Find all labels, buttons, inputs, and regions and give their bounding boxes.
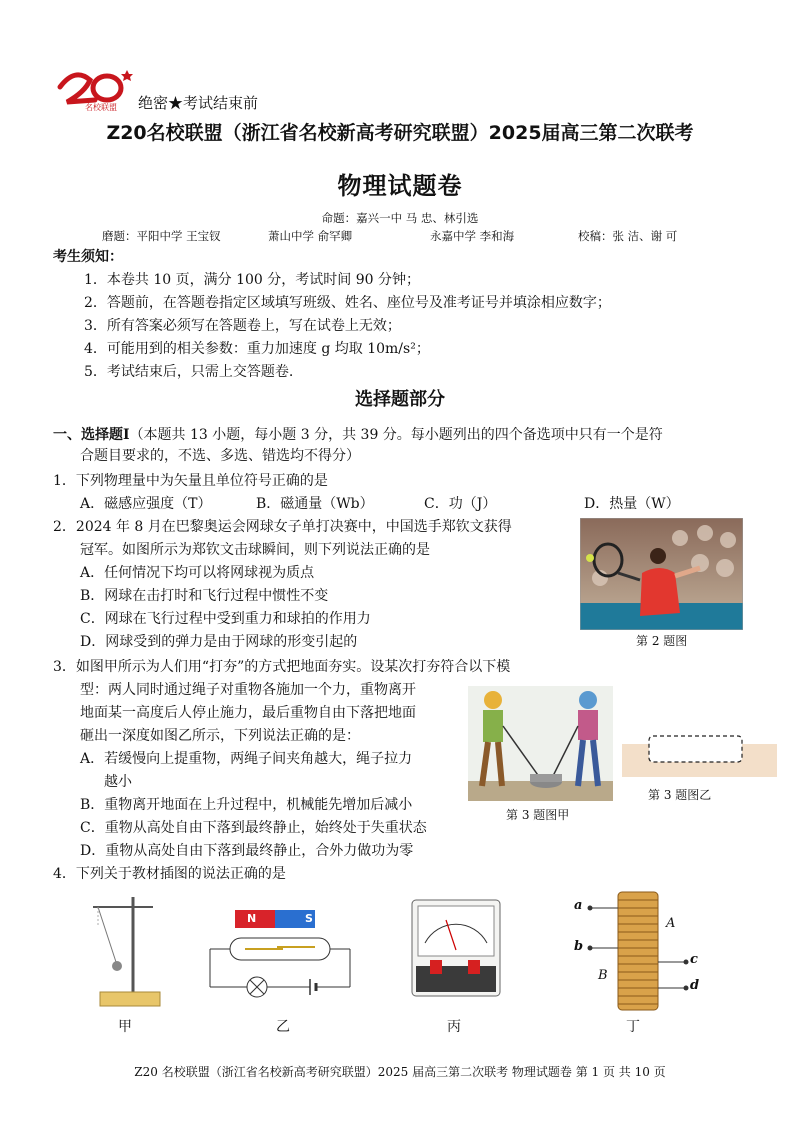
- tamping-people-icon: [468, 686, 613, 801]
- paper-title: 物理试题卷: [337, 172, 463, 200]
- pendulum-icon: [88, 892, 178, 1012]
- q3-option-b: B．重物离开地面在上升过程中，机械能先增加后减小: [80, 797, 413, 813]
- q1-option-a: A．磁感应强度（T）: [80, 496, 212, 512]
- notice-item: 3．所有答案必须写在答题卷上，写在试卷上无效；: [84, 318, 401, 334]
- q4-label-ding: 丁: [626, 1019, 640, 1035]
- q3-caption-b: 第 3 题图乙: [648, 788, 712, 802]
- notice-heading: 考生须知：: [53, 249, 123, 265]
- q3-figure-a: [468, 686, 613, 801]
- q3-option-c: C．重物从高处自由下落到最终静止，始终处于失重状态: [80, 820, 427, 836]
- q3-stem-line3: 地面某一高度后人停止施力，最后重物自由下落把地面: [80, 705, 416, 721]
- coil-label-b: b: [574, 939, 584, 954]
- q2-stem-line1: 2．2024 年 8 月在巴黎奥运会网球女子单打决赛中，中国选手郑钦文获得: [53, 519, 512, 535]
- q3-figure-b: [622, 722, 777, 777]
- q2-option-b: B．网球在击打时和飞行过程中惯性不变: [80, 588, 329, 604]
- q3-stem-line4: 砸出一深度如图乙所示，下列说法正确的是：: [80, 728, 360, 744]
- coil-label-d: d: [690, 978, 700, 993]
- notice-item: 4．可能用到的相关参数：重力加速度 g 均取 10m/s²；: [84, 341, 430, 357]
- q3-stem-line1: 3．如图甲所示为人们用“打夯”的方式把地面夯实。设某次打夯符合以下模: [53, 659, 511, 675]
- magnet-n-label: N: [247, 912, 257, 925]
- tennis-player-photo-icon: [580, 518, 743, 630]
- magnet-s-label: S: [305, 912, 313, 925]
- part1-desc: [53, 425, 663, 445]
- coil-label-A: A: [666, 916, 676, 931]
- q4-figure-jia: [88, 892, 178, 1012]
- q3-option-d: D．重物从高处自由下落到最终静止，合外力做功为零: [80, 843, 414, 859]
- q4-figure-ding: [568, 890, 708, 1015]
- q2-option-a: A．任何情况下均可以将网球视为质点: [80, 565, 315, 581]
- logo-caption: 名校联盟: [85, 103, 117, 112]
- q4-stem: 4．下列关于教材插图的说法正确的是: [53, 866, 286, 882]
- q4-figure-bing: [410, 898, 502, 998]
- q2-photo: [580, 518, 743, 630]
- q2-caption: 第 2 题图: [636, 634, 688, 648]
- q2-option-c: C．网球在飞行过程中受到重力和球拍的作用力: [80, 611, 371, 627]
- part1-desc-line2: 合题目要求的，不选、多选、错选均不得分）: [80, 448, 360, 464]
- setters-line: 命题：嘉兴一中 马 忠、林引选: [321, 211, 479, 225]
- q1-option-b: B．磁通量（Wb）: [256, 496, 374, 512]
- reed-switch-circuit-icon: [205, 905, 355, 1005]
- q1-option-d: D．热量（W）: [584, 496, 680, 512]
- coil-label-a: a: [574, 898, 583, 913]
- q4-label-jia: 甲: [118, 1019, 132, 1035]
- notice-item: 2．答题前，在答题卷指定区域填写班级、姓名、座位号及准考证号并填涂相应数字；: [84, 295, 611, 311]
- reviewer-2: 萧山中学 俞罕卿: [268, 229, 353, 243]
- ground-pit-icon: [622, 722, 777, 777]
- coil-label-B: B: [598, 968, 608, 983]
- exam-title: Z20名校联盟（浙江省名校新高考研究联盟）2025届高三第二次联考: [106, 122, 694, 144]
- q3-option-a-line2: 越小: [104, 774, 132, 790]
- transformer-coil-icon: [568, 890, 708, 1015]
- notice-item: 1．本卷共 10 页，满分 100 分，考试时间 90 分钟；: [84, 272, 420, 288]
- q2-stem-line2: 冠军。如图所示为郑钦文击球瞬间，则下列说法正确的是: [80, 542, 430, 558]
- q4-figure-yi: [205, 905, 355, 1005]
- part1-heading: 一、选择题Ⅰ: [53, 427, 130, 443]
- q3-caption-a: 第 3 题图甲: [506, 808, 570, 822]
- reviewer-3: 永嘉中学 李和海: [430, 229, 515, 243]
- galvanometer-icon: [410, 898, 502, 998]
- q1-stem: 1．下列物理量中为矢量且单位符号正确的是: [53, 473, 328, 489]
- q1-option-c: C．功（J）: [424, 496, 497, 512]
- logo: [55, 62, 135, 117]
- q4-label-yi: 乙: [276, 1019, 290, 1035]
- page-footer: Z20 名校联盟（浙江省名校新高考研究联盟）2025 届高三第二次联考 物理试题卷 第 1 页 共 10 页: [134, 1065, 666, 1079]
- q3-option-a-line1: A．若缓慢向上提重物，两绳子间夹角越大，绳子拉力: [80, 751, 413, 767]
- section-title: 选择题部分: [355, 389, 445, 410]
- reviewer-1: 磨题：平阳中学 王宝钗: [102, 229, 221, 243]
- part1-desc-line1: （本题共 13 小题，每小题 3 分，共 39 分。每小题列出的四个备选项中只有一个是符: [129, 427, 663, 443]
- notice-item: 5．考试结束后，只需上交答题卷.: [84, 364, 294, 380]
- coil-label-c: c: [690, 952, 698, 967]
- q3-stem-line2: 型：两人同时通过绳子对重物各施加一个力，重物离开: [80, 682, 416, 698]
- q4-label-bing: 丙: [447, 1019, 461, 1035]
- secret-label: 绝密★考试结束前: [138, 94, 259, 112]
- q2-option-d: D．网球受到的弹力是由于网球的形变引起的: [80, 634, 358, 650]
- reviewer-4: 校稿：张 洁、谢 可: [578, 229, 678, 243]
